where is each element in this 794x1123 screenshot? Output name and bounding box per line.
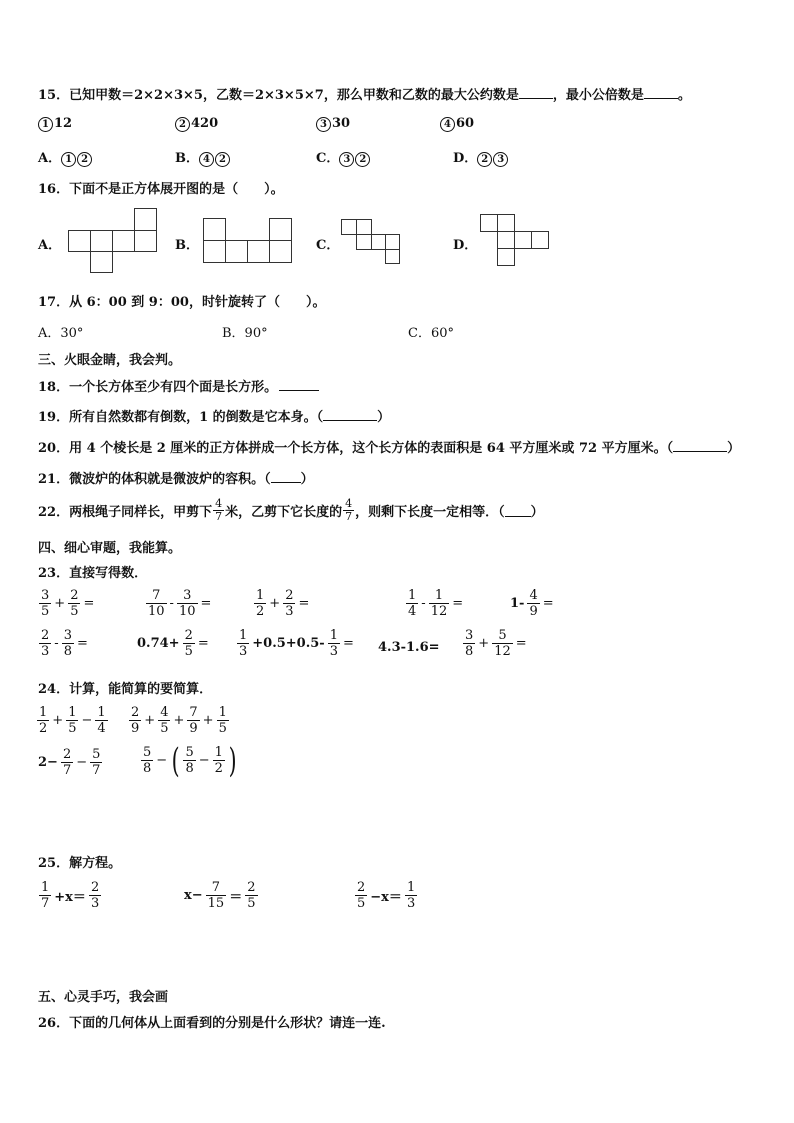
q22: 22．两根绳子同样长，甲剪下 $\frac{4}{7}$ 米，乙剪下它长度的 $\frac{4}{7}$ ，则剩下长度一定相等．（ ）	[38, 497, 544, 523]
circled-number-icon: 2	[355, 152, 370, 167]
q24-title: 24．计算，能简算的要简算．	[38, 682, 213, 697]
q21: 21．微波炉的体积就是微波炉的容积。（ ）	[38, 472, 314, 487]
q25-equation-1: $\frac{1}{7}$ +x＝ $\frac{2}{3}$	[41, 880, 100, 911]
circled-number-icon: 4	[440, 117, 455, 132]
q25-equation-2: x− $\frac{7}{15}$ ＝ $\frac{2}{5}$	[184, 880, 256, 911]
q18-answer-blank[interactable]	[279, 378, 319, 391]
q15-choice-d[interactable]: D． 2 3	[453, 147, 509, 167]
cube-net-a	[68, 208, 158, 274]
q16-choice-a[interactable]: A．	[38, 238, 62, 253]
q15-choice-c[interactable]: C． 3 2	[316, 147, 371, 167]
q16-choice-d[interactable]: D．	[453, 238, 478, 253]
q15-option-4: 4 60	[440, 116, 474, 132]
circled-number-icon: 1	[38, 117, 53, 132]
q15-blank-gcd[interactable]	[519, 86, 553, 99]
circled-number-icon: 2	[77, 152, 92, 167]
q23-title: 23．直接写得数．	[38, 566, 148, 581]
q24-expr-3: 2− $\frac{2}{7}$ − $\frac{5}{7}$	[38, 747, 101, 778]
q15-label: 15．	[38, 88, 70, 103]
q15-option-2: 2 420	[175, 116, 218, 132]
circled-number-icon: 2	[215, 152, 230, 167]
q16-choice-b[interactable]: B．	[175, 238, 199, 253]
q25-equation-3: $\frac{2}{5}$ −x＝ $\frac{1}{3}$	[357, 880, 416, 911]
q15-blank-lcm[interactable]	[644, 86, 678, 99]
q15-choice-b[interactable]: B． 4 2	[175, 147, 231, 167]
q23-expr-2: $\frac{7}{10}$ - $\frac{3}{10}$ =	[148, 588, 212, 619]
q23-expr-10: $\frac{3}{8}$ + $\frac{5}{12}$ =	[465, 628, 527, 659]
circled-number-icon: 3	[339, 152, 354, 167]
q21-answer-blank[interactable]	[271, 470, 301, 483]
q15-stem	[38, 84, 691, 103]
section-4-heading: 四、细心审题，我能算。	[38, 541, 182, 556]
circled-number-icon: 3	[316, 117, 331, 132]
q15-mid: ，最小公倍数是	[552, 88, 644, 103]
cube-net-b	[203, 218, 293, 264]
q20: 20．用 4 个棱长是 2 厘米的正方体拼成一个长方体，这个长方体的表面积是 64 平方厘米或 72 平方厘米。（ ）	[38, 441, 741, 456]
q23-expr-9: 4.3-1.6=	[378, 640, 440, 655]
circled-number-icon: 2	[175, 117, 190, 132]
q16-choice-c[interactable]: C．	[316, 238, 340, 253]
q19-answer-blank[interactable]	[323, 408, 377, 421]
q24-expr-4: $\frac{5}{8}$ − ( $\frac{5}{8}$ − $\frac{1}{2}$ )	[143, 740, 237, 781]
q19: 19．所有自然数都有倒数，1 的倒数是它本身。（ ）	[38, 410, 391, 425]
fraction: $\frac{4}{7}$	[345, 497, 353, 523]
q15-text: 已知甲数＝2×2×3×5，乙数＝2×3×5×7，那么甲数和乙数的最大公约数是	[69, 88, 519, 103]
circled-number-icon: 1	[61, 152, 76, 167]
q15-option-1: 1 12	[38, 116, 72, 132]
q23-expr-5: 1- $\frac{4}{9}$ =	[510, 588, 554, 619]
q15-option-3: 3 30	[316, 116, 350, 132]
q17-stem: 17．从 6：00 到 9：00，时针旋转了（ ）。	[38, 295, 326, 310]
cube-net-c	[341, 219, 401, 265]
q23-expr-8: $\frac{1}{3}$ +0.5+0.5- $\frac{1}{3}$ =	[239, 628, 354, 659]
q15-choice-a[interactable]: A． 1 2	[38, 147, 93, 167]
q16-stem: 16．下面不是正方体展开图的是（ ）。	[38, 182, 284, 197]
q25-title: 25．解方程。	[38, 856, 122, 871]
q23-expr-4: $\frac{1}{4}$ - $\frac{1}{12}$ =	[408, 588, 464, 619]
q23-expr-1: $\frac{3}{5}$ + $\frac{2}{5}$ =	[41, 588, 95, 619]
q22-answer-blank[interactable]	[505, 504, 531, 517]
section-5-heading: 五、心灵手巧，我会画	[38, 990, 169, 1005]
circled-number-icon: 4	[199, 152, 214, 167]
circled-number-icon: 2	[477, 152, 492, 167]
fraction: $\frac{4}{7}$	[215, 497, 223, 523]
cube-net-d	[480, 214, 550, 268]
q18: 18．一个长方体至少有四个面是长方形。	[38, 376, 319, 395]
q24-expr-1: $\frac{1}{2}$ + $\frac{1}{5}$ − $\frac{1}{4}$	[39, 705, 106, 736]
q24-expr-2: $\frac{2}{9}$ + $\frac{4}{5}$ + $\frac{7}{9}$ + $\frac{1}{5}$	[131, 705, 227, 736]
section-3-heading: 三、火眼金睛，我会判。	[38, 353, 182, 368]
q20-answer-blank[interactable]	[673, 439, 727, 452]
q23-expr-7: 0.74+ $\frac{2}{5}$ =	[137, 628, 209, 659]
q17-choice-c[interactable]: C．60°	[408, 326, 454, 341]
q26-stem: 26．下面的几何体从上面看到的分别是什么形状？请连一连.	[38, 1016, 386, 1031]
q17-choice-b[interactable]: B．90°	[222, 326, 268, 341]
q23-expr-3: $\frac{1}{2}$ + $\frac{2}{3}$ =	[256, 588, 310, 619]
q23-expr-6: $\frac{2}{3}$ - $\frac{3}{8}$ =	[41, 628, 88, 659]
circled-number-icon: 3	[493, 152, 508, 167]
q15-end: 。	[677, 88, 691, 103]
q17-choice-a[interactable]: A．30°	[38, 326, 84, 341]
